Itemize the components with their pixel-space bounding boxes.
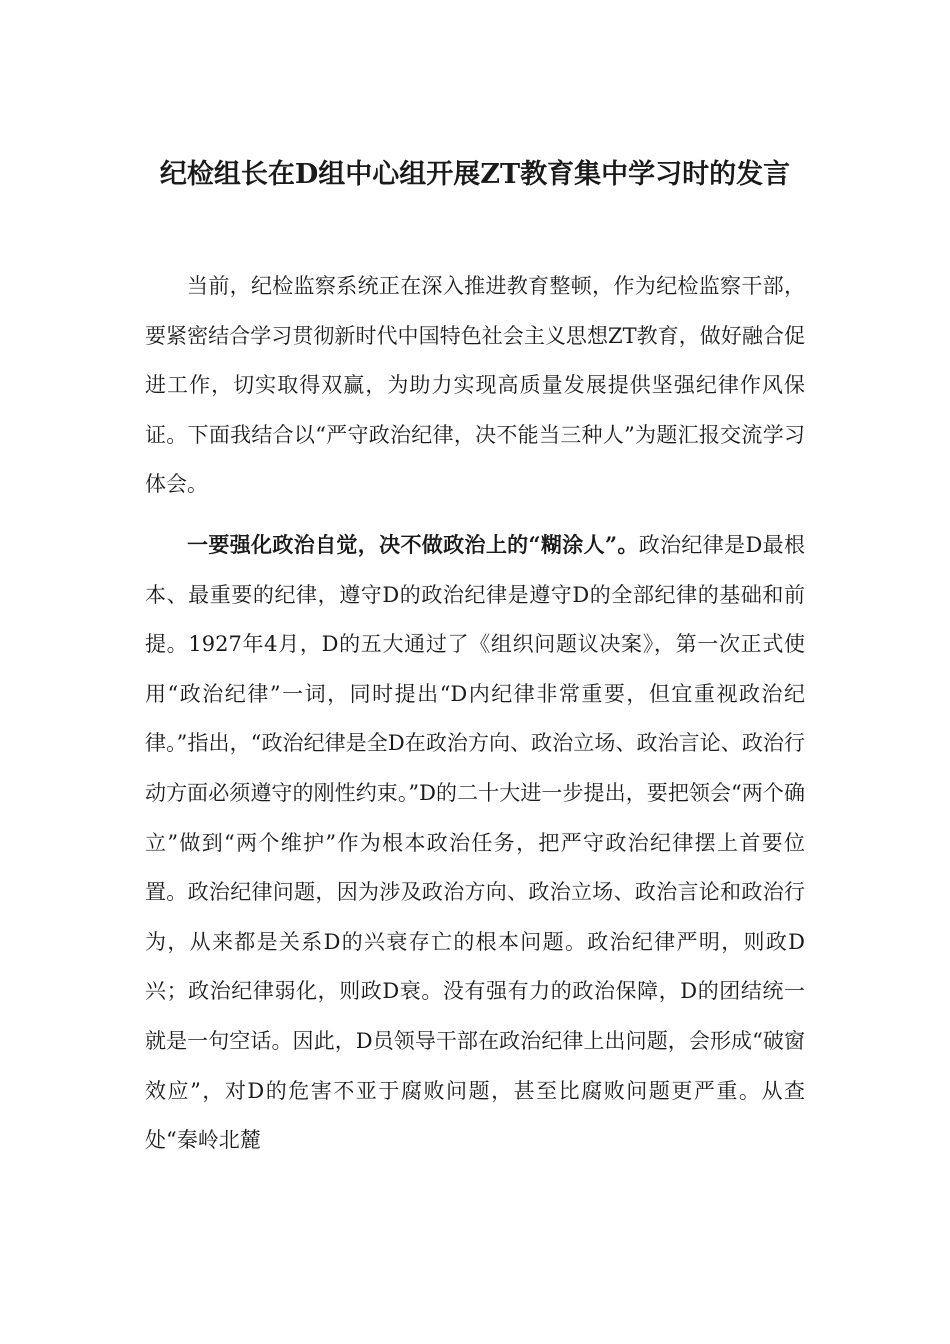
paragraph-lead-heading: 一要强化政治自觉，决不做政治上的“糊涂人”。 [187,532,639,557]
paragraph-intro: 当前，纪检监察系统正在深入推进教育整顿，作为纪检监察干部，要紧密结合学习贯彻新时代中国特色社会主义思想ZT教育，做好融合促进工作，切实取得双赢，为助力实现高质量发展提供坚强纪律作风保证。下面我结合以“严守政治纪律，决不能当三种人”为题汇报交流学习体会。 [145,274,805,497]
document-title: 纪检组长在D组中心组开展ZT教育集中学习时的发言 [159,159,791,190]
paragraph-discipline [145,520,805,1166]
paragraph-body-text: 政治纪律是D最根本、最重要的纪律，遵守D的政治纪律是遵守D的全部纪律的基础和前提。1927年4月，D的五大通过了《组织问题议决案》，第一次正式使用“政治纪律”一词，同时提出“D内纪律非常重要，但宜重视政治纪律。”指出，“政治纪律是全D在政治方向、政治立场、政治言论、政治行动方面必须遵守的刚性约束。”D的二十大进一步提出，要把领会“两个确立”做到“两个维护”作为根本政治任务，把严守政治纪律摆上首要位置。政治纪律问题，因为涉及政治方向、政治立场、政治言论和政治行为，从来都是关系D的兴衰存亡的根本问题。政治纪律严明，则政D兴；政治纪律弱化，则政D衰。没有强有力的政治保障，D的团结统一就是一句空话。因此，D员领导干部在政治纪律上出问题，会形成“破窗效应”，对D的危害不亚于腐败问题，甚至比腐败问题更严重。从查处“秦岭北麓 [145,533,805,1153]
